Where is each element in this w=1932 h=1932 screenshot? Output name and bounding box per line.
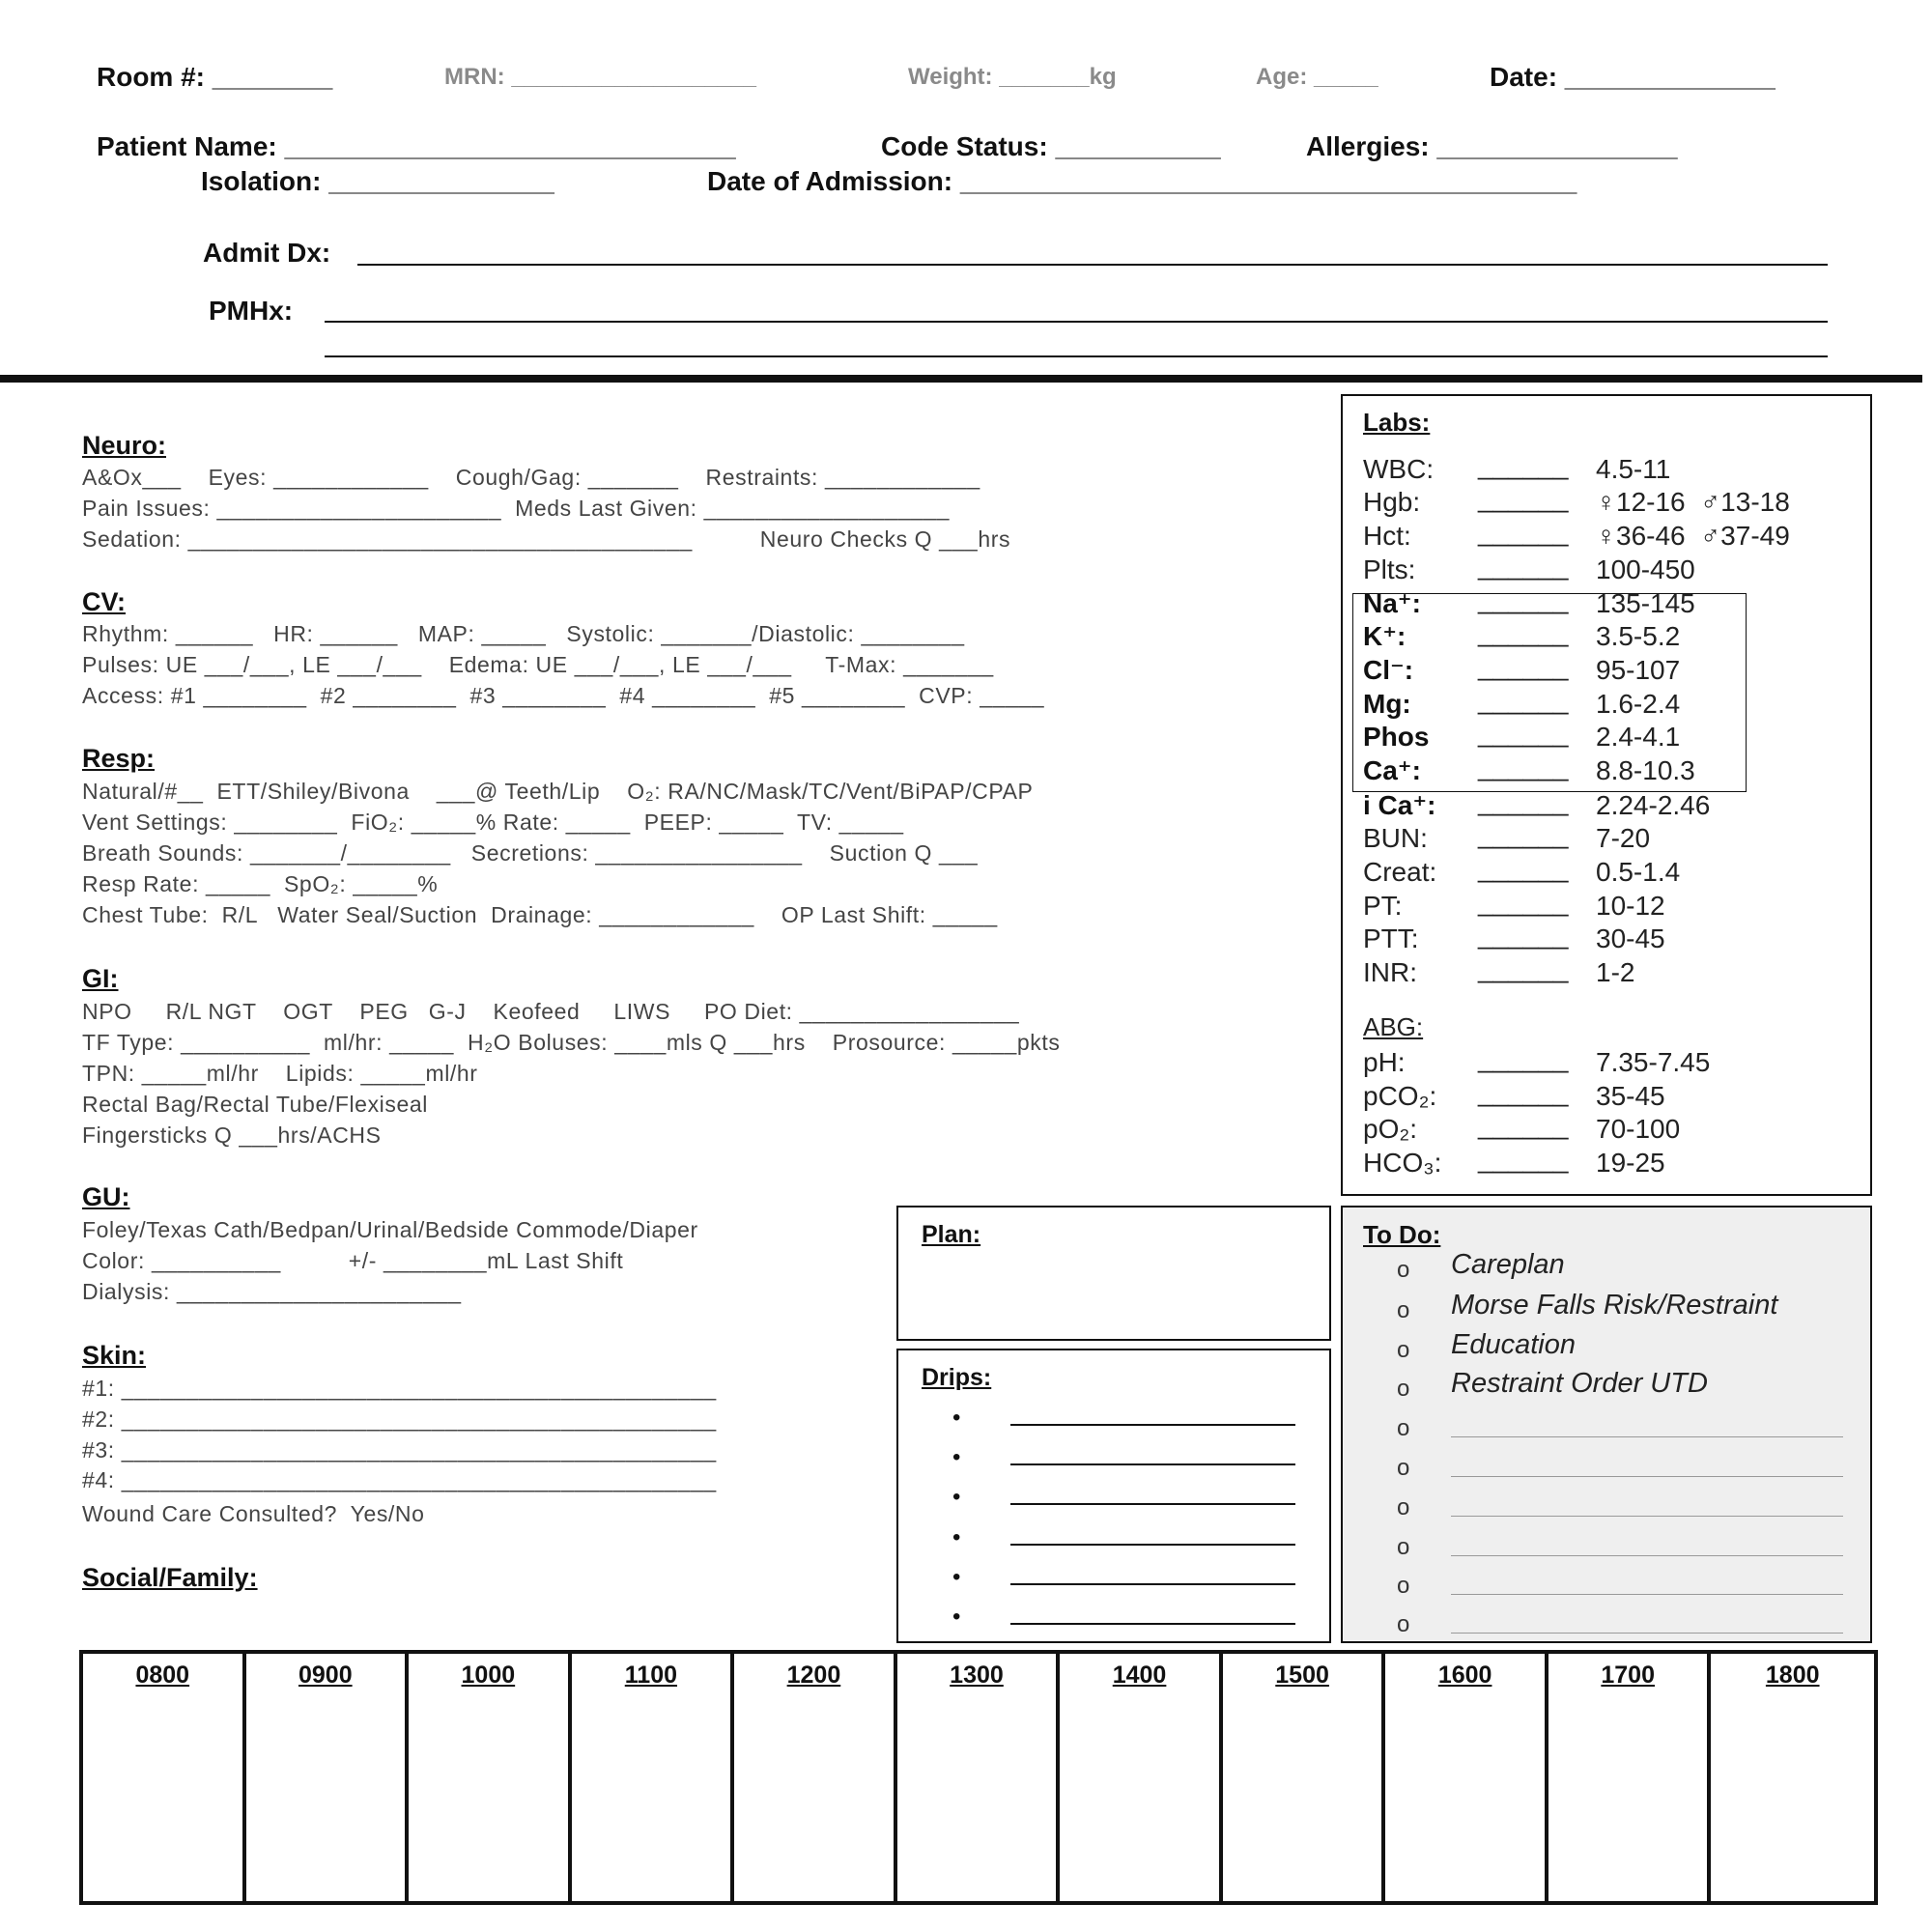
lab-value-blank-na[interactable]: ______ [1478,584,1569,614]
gi-line-1[interactable]: NPO R/L NGT OGT PEG G-J Keofeed LIWS PO Diet: _________________ [82,999,1020,1024]
weight-field[interactable]: Weight: _______kg [908,64,1117,90]
social-family-title: Social/Family: [82,1563,258,1592]
abg-title: ABG: [1363,1012,1424,1041]
plan-title: Plan: [922,1221,981,1248]
age-field[interactable]: Age: _____ [1256,64,1378,90]
skin-line-3[interactable]: #3: ______________________________________________ [82,1437,717,1463]
time-label-1000: 1000 [461,1662,516,1689]
todo-blank-line-7[interactable] [1451,1516,1843,1517]
lab-value-blank-bun[interactable]: ______ [1478,819,1569,849]
resp-line-3[interactable]: Breath Sounds: _______/________ Secretions: ________________ Suction Q ___ [82,840,979,866]
cv-line-1[interactable]: Rhythm: ______ HR: ______ MAP: _____ Systolic: _______/Diastolic: ________ [82,621,965,646]
time-label-1300: 1300 [950,1662,1004,1689]
todo-blank-line-8[interactable] [1451,1555,1843,1556]
gi-line-2[interactable]: TF Type: __________ ml/hr: _____ H₂O Boluses: ____mls Q ___hrs Prosource: _____pkts [82,1030,1061,1055]
lab-range-pt: 10-12 [1596,891,1665,921]
lab-name-ca: Ca⁺: [1363,755,1421,785]
resp-title: Resp: [82,744,156,773]
drip-line-1[interactable] [1010,1424,1295,1426]
gu-title: GU: [82,1182,130,1211]
lab-name-wbc: WBC: [1363,454,1435,484]
gu-line-3[interactable]: Dialysis: ______________________ [82,1279,462,1304]
abg-value-blank-hco[interactable]: ______ [1478,1144,1569,1174]
abg-value-blank-pco[interactable]: ______ [1478,1077,1569,1107]
drip-bullet-4: • [952,1524,961,1550]
todo-checkbox-7[interactable]: o [1397,1494,1410,1520]
todo-item-4: Restraint Order UTD [1451,1368,1708,1399]
drip-line-2[interactable] [1010,1463,1295,1465]
gi-line-4[interactable]: Rectal Bag/Rectal Tube/Flexiseal [82,1092,428,1117]
drip-bullet-6: • [952,1604,961,1630]
todo-blank-line-5[interactable] [1451,1436,1843,1437]
lab-range-phos: 2.4-4.1 [1596,722,1681,752]
todo-checkbox-10[interactable]: o [1397,1611,1410,1637]
patient-name-field[interactable]: Patient Name: ______________________________ [97,131,736,161]
cv-title: CV: [82,587,127,616]
todo-item-3: Education [1451,1329,1576,1360]
todo-item-2: Morse Falls Risk/Restraint [1451,1290,1778,1321]
abg-name-po: pO₂: [1363,1114,1417,1144]
lab-range-cl: 95-107 [1596,655,1681,685]
drip-bullet-5: • [952,1564,961,1590]
todo-blank-line-9[interactable] [1451,1594,1843,1595]
date-of-admission-field[interactable]: Date of Admission: _________________________________________ [707,166,1577,196]
lab-value-blank-ptt[interactable]: ______ [1478,920,1569,950]
abg-value-blank-po[interactable]: ______ [1478,1110,1569,1140]
time-cell-1800[interactable] [1711,1654,1874,1901]
lab-range-ca: 8.8-10.3 [1596,755,1695,785]
lab-value-blank-wbc[interactable]: ______ [1478,450,1569,480]
time-label-1200: 1200 [786,1662,841,1689]
lab-range-na: 135-145 [1596,588,1695,618]
todo-checkbox-9[interactable]: o [1397,1573,1410,1599]
pmhx-line-1[interactable] [325,321,1828,323]
lab-value-blank-pt[interactable]: ______ [1478,887,1569,917]
lab-name-inr: INR: [1363,957,1417,987]
date-field[interactable]: Date: ______________ [1490,62,1776,92]
drip-line-6[interactable] [1010,1623,1295,1625]
gu-line-1[interactable]: Foley/Texas Cath/Bedpan/Urinal/Bedside Commode/Diaper [82,1217,698,1242]
time-label-0800: 0800 [135,1662,190,1689]
lab-name-plts: Plts: [1363,554,1416,584]
lab-range-mg: 1.6-2.4 [1596,689,1681,719]
time-label-0900: 0900 [298,1662,353,1689]
todo-checkbox-3[interactable]: o [1397,1337,1410,1363]
lab-range-hgb: ♀12-16 ♂13-18 [1596,487,1790,517]
lab-name-hgb: Hgb: [1363,487,1421,517]
abg-name-ph: pH: [1363,1047,1406,1077]
drip-line-3[interactable] [1010,1503,1295,1505]
mrn-field[interactable]: MRN: ___________________ [444,64,756,90]
wound-care-line[interactable]: Wound Care Consulted? Yes/No [82,1501,425,1526]
todo-checkbox-5[interactable]: o [1397,1415,1410,1441]
drips-box [896,1349,1331,1643]
pmhx-line-2[interactable] [325,355,1828,357]
lab-value-blank-cl[interactable]: ______ [1478,651,1569,681]
abg-range-ph: 7.35-7.45 [1596,1047,1711,1077]
todo-blank-line-10[interactable] [1451,1633,1843,1634]
lab-value-blank-phos[interactable]: ______ [1478,718,1569,748]
skin-line-2[interactable]: #2: ______________________________________________ [82,1406,717,1432]
gi-line-5[interactable]: Fingersticks Q ___hrs/ACHS [82,1122,382,1148]
lab-value-blank-hgb[interactable]: ______ [1478,483,1569,513]
time-cell-1600[interactable] [1385,1654,1548,1901]
time-cell-1700[interactable] [1548,1654,1712,1901]
todo-blank-line-6[interactable] [1451,1476,1843,1477]
lab-range-ica: 2.24-2.46 [1596,790,1711,820]
lab-name-creat: Creat: [1363,857,1437,887]
neuro-title: Neuro: [82,431,166,460]
time-cell-1400[interactable] [1060,1654,1223,1901]
time-label-1700: 1700 [1601,1662,1655,1689]
time-label-1500: 1500 [1275,1662,1329,1689]
labs-title: Labs: [1363,408,1431,437]
lab-name-phos: Phos [1363,722,1430,752]
header-divider [0,375,1922,383]
lab-range-inr: 1-2 [1596,957,1635,987]
resp-line-4[interactable]: Resp Rate: _____ SpO₂: _____% [82,871,439,896]
lab-name-mg: Mg: [1363,689,1411,719]
lab-name-bun: BUN: [1363,823,1428,853]
lab-range-creat: 0.5-1.4 [1596,857,1681,887]
time-cell-1100[interactable] [572,1654,735,1901]
lab-name-ptt: PTT: [1363,923,1419,953]
abg-name-pco: pCO₂: [1363,1081,1437,1111]
time-label-1600: 1600 [1437,1662,1492,1689]
neuro-line-2[interactable]: Pain Issues: ______________________ Meds Last Given: ___________________ [82,496,951,521]
drip-line-4[interactable] [1010,1544,1295,1546]
lab-name-ica: i Ca⁺: [1363,790,1436,820]
drip-bullet-3: • [952,1484,961,1510]
time-cell-1000[interactable] [409,1654,572,1901]
lab-name-cl: Cl⁻: [1363,655,1414,685]
todo-checkbox-1[interactable]: o [1397,1257,1410,1283]
room-field[interactable]: Room #: ________ [97,62,333,92]
lab-value-blank-plts[interactable]: ______ [1478,551,1569,581]
cv-line-3[interactable]: Access: #1 ________ #2 ________ #3 ________ #4 ________ #5 ________ CVP: _____ [82,683,1045,708]
time-label-1400: 1400 [1112,1662,1167,1689]
neuro-line-1[interactable]: A&Ox___ Eyes: ____________ Cough/Gag: _______ Restraints: ____________ [82,465,980,490]
isolation-field[interactable]: Isolation: _______________ [201,166,554,196]
time-cell-0800[interactable] [83,1654,246,1901]
cv-line-2[interactable]: Pulses: UE ___/___, LE ___/___ Edema: UE ___/___, LE ___/___ T-Max: _______ [82,652,994,677]
drip-line-5[interactable] [1010,1583,1295,1585]
lab-range-plts: 100-450 [1596,554,1695,584]
resp-line-2[interactable]: Vent Settings: ________ FiO₂: _____% Rate: _____ PEEP: _____ TV: _____ [82,810,904,835]
drips-title: Drips: [922,1364,992,1391]
abg-range-po: 70-100 [1596,1114,1681,1144]
drip-bullet-2: • [952,1444,961,1470]
time-cell-1300[interactable] [897,1654,1061,1901]
admit-dx-line[interactable] [357,264,1828,266]
lab-value-blank-ca[interactable]: ______ [1478,752,1569,781]
lab-value-blank-creat[interactable]: ______ [1478,853,1569,883]
lab-range-bun: 7-20 [1596,823,1651,853]
code-status-field[interactable]: Code Status: ___________ [881,131,1221,161]
abg-range-pco: 35-45 [1596,1081,1665,1111]
lab-name-hct: Hct: [1363,521,1411,551]
todo-box [1341,1206,1872,1643]
hourly-time-grid [79,1650,1878,1905]
gu-line-2[interactable]: Color: __________ +/- ________mL Last Shift [82,1248,624,1273]
todo-checkbox-2[interactable]: o [1397,1297,1410,1323]
lab-range-hct: ♀36-46 ♂37-49 [1596,521,1790,551]
lab-value-blank-hct[interactable]: ______ [1478,517,1569,547]
time-label-1800: 1800 [1765,1662,1820,1689]
lab-range-wbc: 4.5-11 [1596,454,1671,484]
todo-title: To Do: [1363,1220,1441,1249]
todo-item-1: Careplan [1451,1249,1565,1280]
lab-name-k: K⁺: [1363,621,1406,651]
abg-value-blank-ph[interactable]: ______ [1478,1043,1569,1073]
admit-dx-label: Admit Dx: [203,238,331,268]
time-cell-0900[interactable] [246,1654,410,1901]
lab-value-blank-k[interactable]: ______ [1478,617,1569,647]
gi-title: GI: [82,964,119,993]
drip-bullet-1: • [952,1405,961,1431]
pmhx-label: PMHx: [209,296,294,326]
abg-name-hco: HCO₃: [1363,1148,1442,1178]
lab-value-blank-mg[interactable]: ______ [1478,685,1569,715]
todo-checkbox-4[interactable]: o [1397,1376,1410,1402]
lab-name-na: Na⁺: [1363,588,1421,618]
time-cell-1500[interactable] [1223,1654,1386,1901]
neuro-line-3[interactable]: Sedation: _______________________________________ Neuro Checks Q ___hrs [82,526,1011,552]
skin-line-1[interactable]: #1: ______________________________________________ [82,1376,717,1401]
resp-line-1[interactable]: Natural/#__ ETT/Shiley/Bivona ___@ Teeth/Lip O₂: RA/NC/Mask/TC/Vent/BiPAP/CPAP [82,779,1034,804]
lab-range-ptt: 30-45 [1596,923,1665,953]
skin-line-4[interactable]: #4: ______________________________________________ [82,1467,717,1492]
time-label-1100: 1100 [624,1662,678,1689]
time-cell-1200[interactable] [734,1654,897,1901]
lab-value-blank-inr[interactable]: ______ [1478,953,1569,983]
allergies-field[interactable]: Allergies: ________________ [1306,131,1678,161]
lab-value-blank-ica[interactable]: ______ [1478,786,1569,816]
gi-line-3[interactable]: TPN: _____ml/hr Lipids: _____ml/hr [82,1061,478,1086]
abg-range-hco: 19-25 [1596,1148,1665,1178]
lab-name-pt: PT: [1363,891,1403,921]
lab-range-k: 3.5-5.2 [1596,621,1681,651]
todo-checkbox-8[interactable]: o [1397,1534,1410,1560]
todo-checkbox-6[interactable]: o [1397,1455,1410,1481]
resp-line-5[interactable]: Chest Tube: R/L Water Seal/Suction Drainage: ____________ OP Last Shift: _____ [82,902,998,927]
skin-title: Skin: [82,1341,147,1370]
